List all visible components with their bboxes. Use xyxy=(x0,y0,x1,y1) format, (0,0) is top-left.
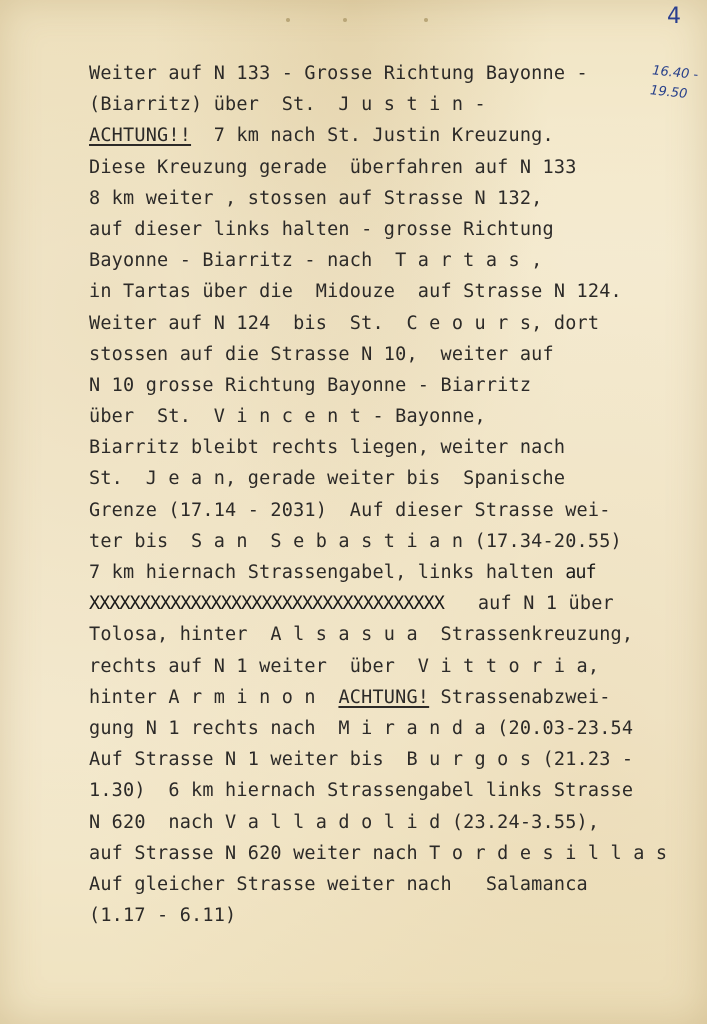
text-line: (1.17 - 6.11) xyxy=(89,905,237,927)
text-line: N 10 grosse Richtung Bayonne - Biarritz xyxy=(89,374,532,396)
achtung-warning: ACHTUNG!! xyxy=(89,125,192,147)
achtung-warning: ACHTUNG! xyxy=(338,686,430,708)
punch-hole xyxy=(424,18,428,22)
text-line: Auf gleicher Strasse weiter nach Salamanca xyxy=(89,873,588,895)
text-line xyxy=(89,120,705,151)
text-line xyxy=(89,557,705,588)
text-line: Diese Kreuzung gerade überfahren auf N 133 xyxy=(89,156,577,178)
text-segment: 7 km hiernach Strassengabel, links halten xyxy=(89,562,566,583)
text-line: über St. V i n c e n t - Bayonne, xyxy=(89,406,486,428)
struck-out-text: XXXXXXXXXXXXXXXXXXXXXXXXXXXXXXXXXXX xyxy=(89,593,444,615)
text-segment: hinter A r m i n o n xyxy=(89,686,339,708)
text-segment: Strassenabzwei- xyxy=(429,686,611,708)
text-line: auf dieser links halten - grosse Richtung xyxy=(89,218,554,240)
text-segment: auf N 1 über xyxy=(443,593,614,615)
text-line: Tolosa, hinter A l s a s u a Strassenkreuzung, xyxy=(89,624,634,646)
text-line: gung N 1 rechts nach M i r a n d a (20.03-23.54 xyxy=(89,717,634,739)
text-line: Auf Strasse N 1 weiter bis B u r g o s (21.23 - xyxy=(89,749,634,771)
typed-text-block xyxy=(89,58,705,931)
text-line: Weiter auf N 133 - Grosse Richtung Bayonne - xyxy=(89,63,588,84)
punch-hole xyxy=(286,18,290,22)
text-line: stossen auf die Strasse N 10, weiter auf xyxy=(89,343,554,365)
text-line: Biarritz bleibt rechts liegen, weiter nach xyxy=(89,437,566,459)
text-line: 8 km weiter , stossen auf Strasse N 132, xyxy=(89,187,543,209)
text-line: Grenze (17.14 - 2031) Auf dieser Strasse wei- xyxy=(89,499,611,521)
text-line: ter bis S a n S e b a s t i a n (17.34-20.55) xyxy=(89,530,622,552)
text-line: 1.30) 6 km hiernach Strassengabel links Strasse xyxy=(89,780,634,802)
text-line xyxy=(89,588,705,619)
text-line: (Biarritz) über St. J u s t i n - xyxy=(89,94,486,116)
text-line: rechts auf N 1 weiter über V i t t o r i a, xyxy=(89,655,600,677)
struck-out-text: auf xyxy=(565,562,596,583)
text-line xyxy=(89,682,705,713)
time-note-start: 16.40 - xyxy=(651,63,699,84)
punch-hole xyxy=(343,18,347,22)
time-note-end: 19.50 xyxy=(649,83,688,102)
text-line: auf Strasse N 620 weiter nach T o r d e s i l l a s xyxy=(89,842,668,864)
text-line: Weiter auf N 124 bis St. C e o u r s, dort xyxy=(89,312,600,334)
text-line: St. J e a n, gerade weiter bis Spanische xyxy=(89,468,566,490)
text-line: Bayonne - Biarritz - nach T a r t a s , xyxy=(89,250,543,272)
text-line: N 620 nach V a l l a d o l i d (23.24-3.55), xyxy=(89,811,600,833)
text-segment: 7 km nach St. Justin Kreuzung. xyxy=(191,125,554,147)
page-number: 4 xyxy=(667,4,681,29)
text-line: in Tartas über die Midouze auf Strasse N 124. xyxy=(89,281,622,303)
